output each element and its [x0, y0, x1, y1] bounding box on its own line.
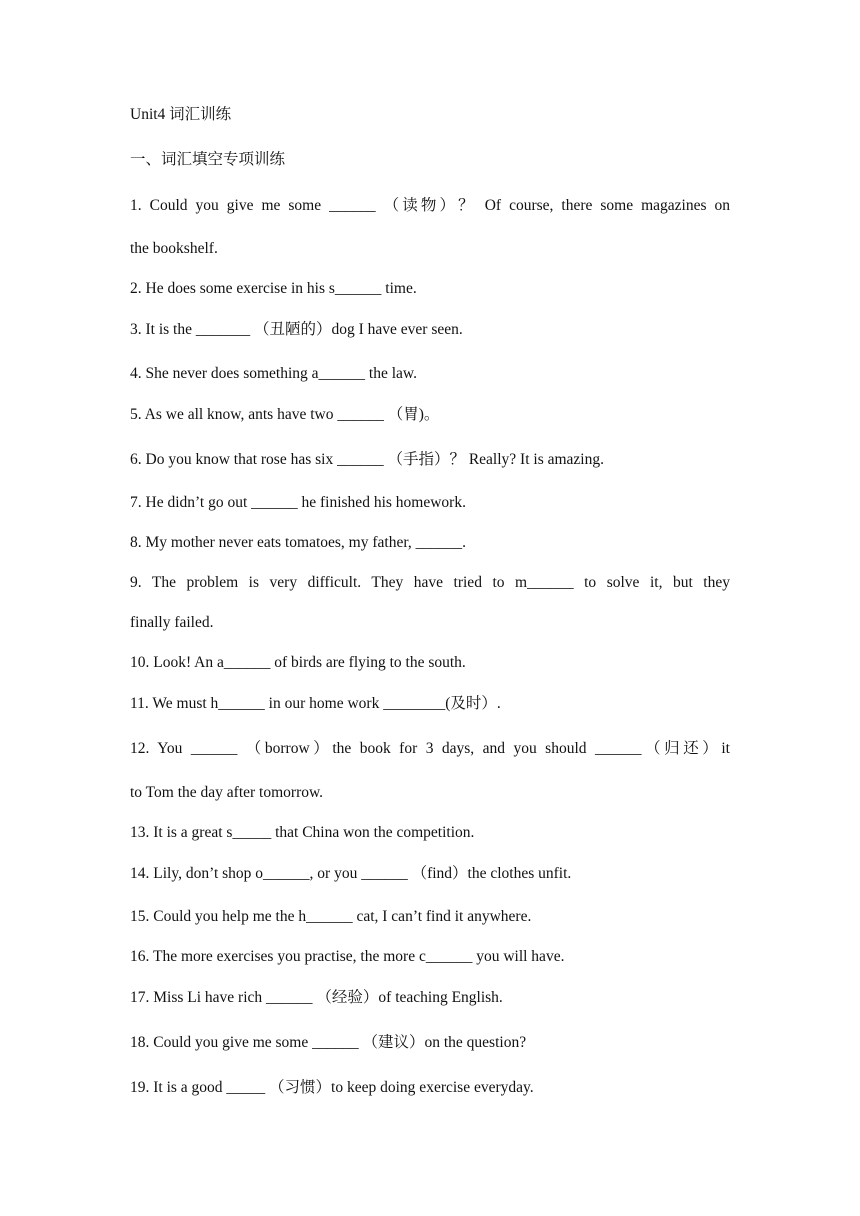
exercise-line: 2. He does some exercise in his s______ time. — [130, 280, 417, 297]
exercise-line: 5. As we all know, ants have two ______ （胃)。 — [130, 406, 440, 423]
exercise-line: 6. Do you know that rose has six ______ （手指）？ Really? It is amazing. — [130, 451, 604, 468]
exercise-line: 18. Could you give me some ______ （建议）on the question? — [130, 1034, 527, 1051]
exercise-line: 15. Could you help me the h______ cat, I can’t find it anywhere. — [130, 908, 532, 925]
exercise-line: finally failed. — [130, 614, 214, 631]
exercise-line: the bookshelf. — [130, 240, 218, 257]
exercise-line: 11. We must h______ in our home work ________(及时）. — [130, 695, 501, 712]
exercise-line: 17. Miss Li have rich ______ （经验）of teaching English. — [130, 989, 503, 1006]
exercise-line: 14. Lily, don’t shop o______, or you ______ （find）the clothes unfit. — [130, 865, 572, 882]
exercise-line: 10. Look! An a______ of birds are flying to the south. — [130, 654, 466, 671]
exercise-line: 12. You ______ （borrow）the book for 3 days, and you should ______（归还）it — [130, 740, 730, 757]
exercise-line: 9. The problem is very difficult. They have tried to m______ to solve it, but they — [130, 574, 730, 591]
exercise-line: to Tom the day after tomorrow. — [130, 784, 324, 801]
exercise-line: 1. Could you give me some ______ （读物）？ Of course, there some magazines on — [130, 197, 730, 214]
exercise-line: 3. It is the _______ （丑陋的）dog I have ever seen. — [130, 321, 463, 338]
exercise-line: 4. She never does something a______ the law. — [130, 365, 417, 382]
document-title: Unit4 词汇训练 — [130, 106, 232, 123]
exercise-line: 16. The more exercises you practise, the more c______ you will have. — [130, 948, 565, 965]
exercise-line: 19. It is a good _____ （习惯）to keep doing exercise everyday. — [130, 1079, 534, 1096]
exercise-line: 7. He didn’t go out ______ he finished his homework. — [130, 494, 466, 511]
section-heading: 一、词汇填空专项训练 — [130, 151, 286, 168]
exercise-line: 8. My mother never eats tomatoes, my father, ______. — [130, 534, 466, 551]
exercise-line: 13. It is a great s_____ that China won the competition. — [130, 824, 475, 841]
